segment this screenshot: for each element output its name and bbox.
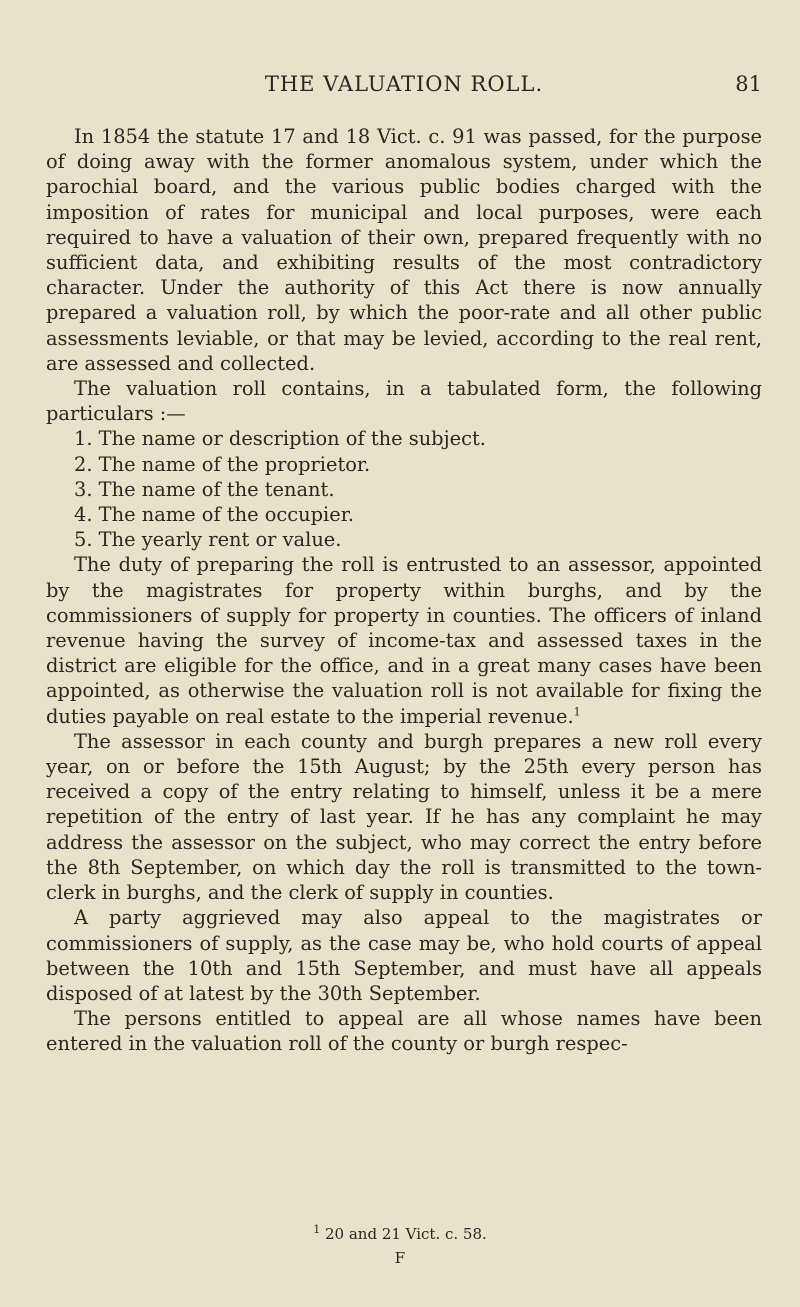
list-item: 1. The name or description of the subject. — [74, 427, 486, 451]
paragraph-5: A party aggrieved may also appeal to the magistrates or commissioners of supply, as the case may be, who hold courts of appeal between the 10th and 15th September, and must have all appeals disposed of at latest by the 30th September. — [46, 906, 762, 1005]
paragraph-3 — [46, 552, 762, 728]
paragraph-1: In 1854 the statute 17 and 18 Vict. c. 91 was passed, for the purpose of doing away with the former anomalous system, under which the parochial board, and the various public bodies charged with the imposition of rates for municipal and local purposes, were each required to have a valuation of their own, prepared frequently with no sufficient data, and exhibiting results of the most contradictory character. Under the authority of this Act there is now annually prepared a valuation roll, by which the poor-rate and all other public assessments leviable, or that may be levied, according to the real rent, are assessed and collected. — [46, 125, 762, 375]
footnote-reference: 1 — [573, 705, 581, 719]
list-item: 3. The name of the tenant. — [74, 477, 335, 501]
body-text — [46, 124, 762, 1057]
paragraph-4: The assessor in each county and burgh prepares a new roll every year, on or before the 15th August; by the 25th every person has received a copy of the entry relating to himself, unless it be a mere repetition of the entry of last year. If he has any complaint he may address the assessor on the subject, who may correct the entry before the 8th September, on which day the roll is transmitted to the town-clerk in burghs, and the clerk of supply in counties. — [46, 729, 762, 905]
paragraph-3-text: The duty of preparing the roll is entrusted to an assessor, appointed by the magistrates for property within burghs, and by the commissioners of supply for property in counties. The officers of inland revenue having the survey of income-tax and assessed taxes in the district are eligible for the office, and in a great many cases have been appointed, as otherwise the valuation roll is not available for fixing the duties payable on real estate to the imperial revenue. — [46, 553, 762, 728]
paragraph-2: The valuation roll contains, in a tabulated form, the following particulars :— — [46, 377, 762, 426]
footnote-text: 20 and 21 Vict. c. 58. — [324, 1225, 487, 1243]
footnote — [0, 1225, 800, 1243]
list-item: 4. The name of the occupier. — [74, 503, 355, 527]
list-item: 5. The yearly rent or value. — [74, 528, 342, 552]
signature-mark: F — [394, 1249, 406, 1267]
list-item: 2. The name of the proprietor. — [74, 452, 371, 476]
footnote-marker: 1 — [313, 1223, 321, 1236]
page-header — [46, 72, 762, 102]
paragraph-6: The persons entitled to appeal are all whose names have been entered in the valuation roll of the county or burgh respec- — [46, 1007, 762, 1056]
page-number: 81 — [735, 72, 762, 96]
running-title: THE VALUATION ROLL. — [264, 72, 544, 96]
